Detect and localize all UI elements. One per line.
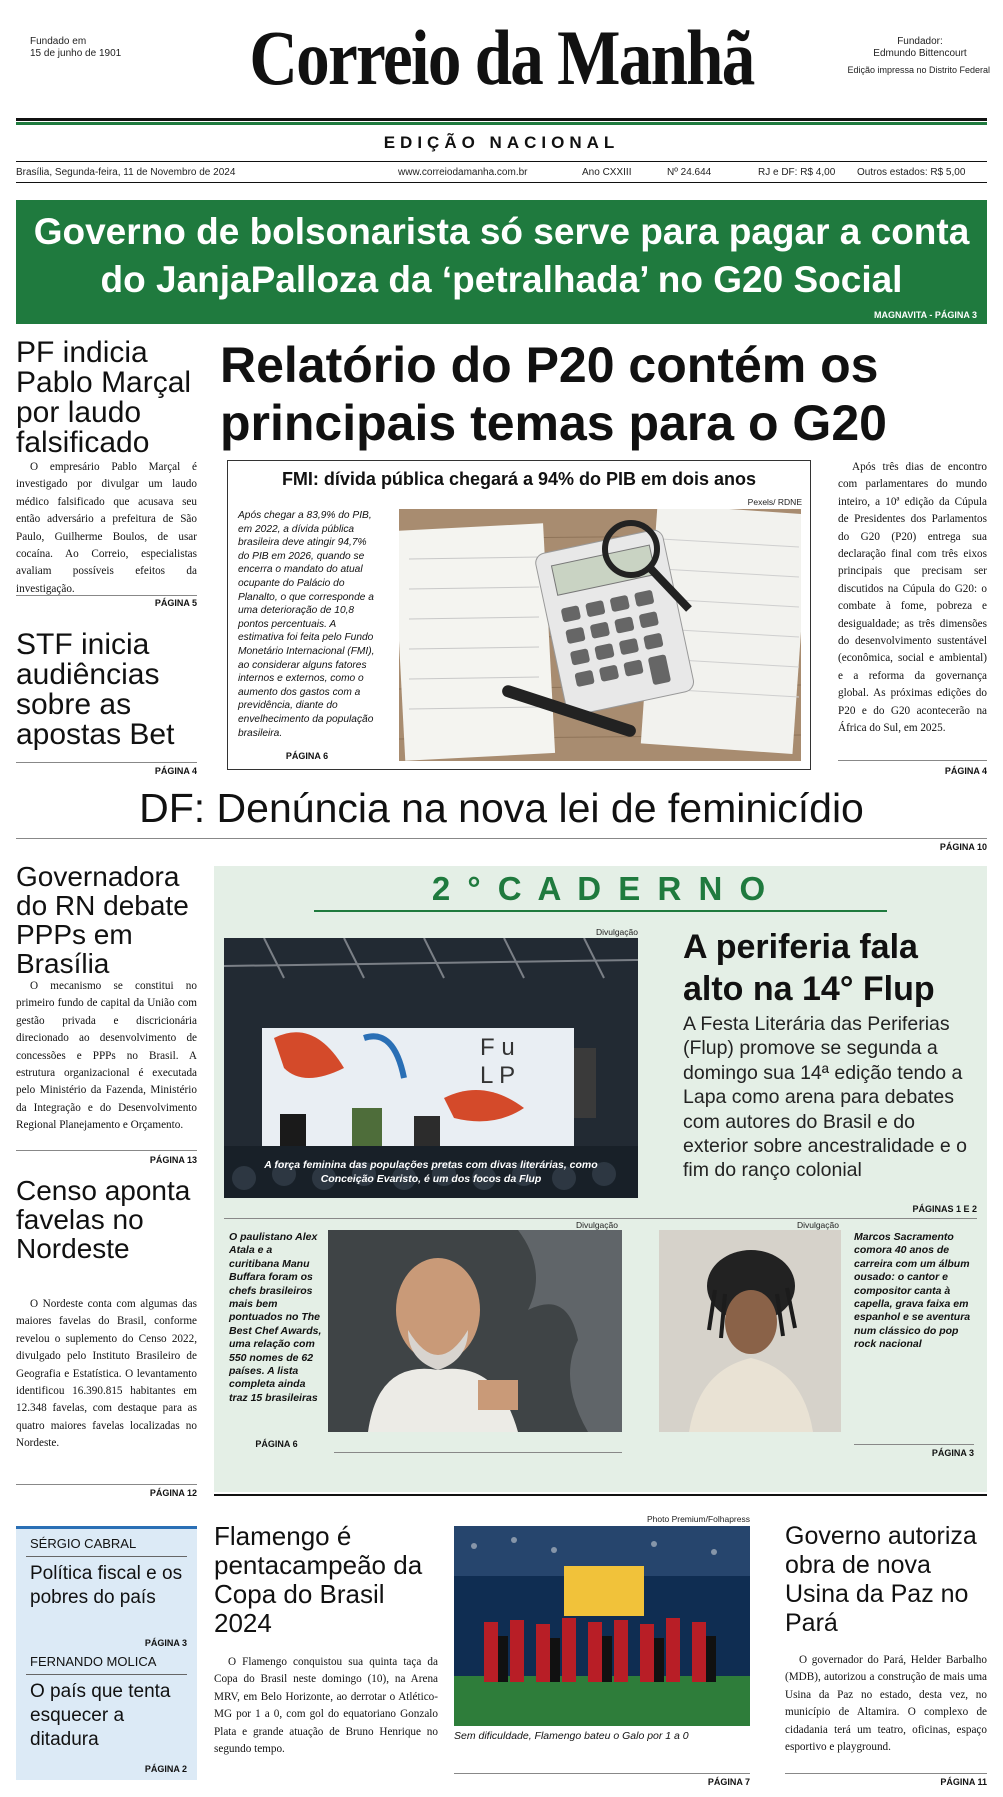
caderno-bottom-rule — [214, 1494, 987, 1496]
flup-photo — [224, 938, 638, 1198]
column-author-1: SÉRGIO CABRAL — [30, 1536, 137, 1551]
edition-rule — [16, 161, 987, 162]
divider — [454, 1773, 750, 1774]
caderno-label: 2 ° C A D E R N O — [431, 870, 770, 907]
stf-page: PÁGINA 4 — [154, 766, 197, 776]
columns-rule — [16, 1526, 197, 1529]
rn-body: O mecanismo se constitui no primeiro fundo de capital da União com gestão privada e discricionária direcionado ao desenvolvimento de concessões e PPPs no Brasil. A estrutura organizacional é executada pelo Ministério da Fazenda, Ministério da Integração e do Desenvolvimento Regional Planejamento e Orçamento. — [16, 980, 197, 1132]
marcal-headline[interactable]: PF indicia Pablo Marçal por laudo falsificado — [16, 336, 192, 459]
issue-number: Nº 24.644 — [667, 167, 712, 178]
para-body: O governador do Pará, Helder Barbalho (MDB), autorizou a construção de mais uma Usina da Paz no estado, desta vez, no município de Altamira. O complexo de cidadania terá um teatro, oficinas, espaço esportivo e playground. — [785, 1654, 987, 1754]
column-author-2: FERNANDO MOLICA — [30, 1654, 157, 1669]
df-page: PÁGINA 10 — [939, 842, 987, 852]
flamengo-credit: Photo Premium/Folhapress — [647, 1514, 750, 1524]
year-label: Ano CXXIII — [582, 167, 632, 178]
banner-headline[interactable]: Governo de bolsonarista só serve para pagar a conta do JanjaPalloza da ‘petralhada’ no G20 Social — [33, 211, 970, 300]
divider — [26, 1674, 187, 1675]
df-headline[interactable]: DF: Denúncia na nova lei de feminicídio — [139, 785, 864, 831]
price-df: RJ e DF: R$ 4,00 — [758, 167, 836, 178]
column-title-1[interactable]: Política fiscal e os pobres do país — [30, 1563, 183, 1608]
marcal-page: PÁGINA 5 — [154, 598, 197, 608]
price-other: Outros estados: R$ 5,00 — [857, 167, 966, 178]
divider — [334, 1452, 622, 1453]
marcal-body: O empresário Pablo Marçal é investigado por divulgar um laudo médico falsificado que acusava seu então adversário a prefeitura de São Paulo, Guilherme Boulos, de usar cocaína. Ao Correio, especialistas avaliam possíveis efeitos da investigação. — [16, 461, 197, 595]
edition-label: EDIÇÃO NACIONAL — [383, 133, 620, 152]
column-page-2: PÁGINA 2 — [144, 1764, 187, 1774]
fmi-title[interactable]: FMI: dívida pública chegará a 94% do PIB em dois anos — [281, 469, 757, 489]
censo-body: O Nordeste conta com algumas das maiores favelas do Brasil, conforme revelou o suplemento do Censo 2022, divulgado pelo Instituto Brasileiro de Geografia e Estatística. O levantamento identificou 16.390.815 habitantes em 12.348 favelas, com destaque para as quatro maiores favelas localizadas no Nordeste. — [16, 1298, 197, 1450]
main-headline[interactable]: Relatório do P20 contém os principais temas para o G20 — [220, 337, 887, 451]
flamengo-body: O Flamengo conquistou sua quinta taça da Copa do Brasil neste domingo (10), na Arena MRV, em Belo Horizonte, ao derrotar o Atlético-MG por 1 a 0, com gol do equatoriano Gonzalo Plata e grande atuação de Bruno Henrique no segundo tempo. — [214, 1656, 438, 1756]
fmi-page: PÁGINA 6 — [285, 751, 329, 761]
flup-page: PÁGINAS 1 E 2 — [912, 1204, 977, 1214]
p20-page: PÁGINA 4 — [944, 766, 987, 776]
banner-page-ref: MAGNAVITA - PÁGINA 3 — [874, 310, 977, 320]
flamengo-headline[interactable]: Flamengo é pentacampeão da Copa do Brasil 2024 — [214, 1521, 423, 1638]
marcos-photo-art — [659, 1230, 841, 1432]
divider — [16, 762, 197, 763]
divider — [16, 595, 197, 596]
calculator-photo — [399, 509, 801, 761]
rn-page: PÁGINA 13 — [149, 1155, 197, 1165]
caderno-rule — [314, 910, 887, 912]
fmi-box[interactable] — [227, 460, 811, 770]
flup-dek: A Festa Literária das Periferias (Flup) promove se segunda a domingo sua 14ª edição tendo a Lapa como arena para debates com autores do Brasil e do exterior sobre ancestralidade e o fim do ranço colonial — [683, 1013, 967, 1182]
calculator-photo-art — [399, 509, 801, 761]
masthead-title[interactable]: Correio da Manhã — [249, 14, 754, 101]
marcos-credit: Divulgação — [796, 1220, 839, 1230]
flamengo-page: PÁGINA 7 — [707, 1777, 750, 1787]
marcos-text: Marcos Sacramento comora 40 anos de carreira com um álbum ousado: o cantor e compositor canta à capella, grava faixa em espanhol e se aventura num clássico do pop rock nacional — [854, 1231, 971, 1351]
column-page-1: PÁGINA 3 — [144, 1638, 187, 1648]
flup-screen-logo: F u L P — [480, 1034, 516, 1089]
divider — [26, 1556, 187, 1557]
para-page: PÁGINA 11 — [940, 1777, 987, 1787]
stf-headline[interactable]: STF inicia audiências sobre as apostas Bet — [16, 628, 175, 751]
chef-photo — [328, 1230, 622, 1432]
banner-box[interactable] — [16, 200, 987, 324]
divider — [16, 1484, 197, 1485]
p20-body: Após três dias de encontro com parlamentares do mundo inteiro, a 10ª edição da Cúpula de Presidentes dos Parlamentos do G20 (P20) entrega sua declaração final com três eixos principais que precisam ser discutidos na Cúpula do G20: o combate à fome, pobreza e desigualdade; as três dimensões do desenvolvimento sustentável (econômica, social e ambiental) e a reforma da governança global. As próximas edições do P20 e do G20 acontecerão na África do Sul, em 2025. — [838, 461, 987, 735]
divider — [16, 1150, 197, 1151]
top-green-rule — [16, 122, 987, 125]
chef-photo-art — [328, 1230, 622, 1432]
edition-note: Edição impressa no Distrito Federal — [847, 65, 990, 75]
flup-headline[interactable]: A periferia fala alto na 14° Flup — [683, 928, 935, 1008]
marcos-photo — [659, 1230, 841, 1432]
chef-page: PÁGINA 6 — [255, 1439, 298, 1449]
column-title-2[interactable]: O país que tenta esquecer a ditadura — [30, 1681, 171, 1750]
rn-headline[interactable]: Governadora do RN debate PPPs em Brasília — [16, 861, 189, 979]
censo-page: PÁGINA 12 — [149, 1488, 197, 1498]
divider — [224, 1218, 977, 1219]
dateline-rule — [16, 182, 987, 183]
founder-note: Fundador: Edmundo Bittencourt — [873, 36, 967, 59]
divider — [16, 838, 987, 839]
censo-headline[interactable]: Censo aponta favelas no Nordeste — [16, 1175, 191, 1264]
flamengo-photo — [454, 1526, 750, 1726]
fmi-photo-credit: Pexels/ RDNE — [747, 497, 802, 507]
chef-text: O paulistano Alex Atala e a curitibana Manu Buffara foram os chefs brasileiros mais bem pontuados no The Best Chef Awards, uma relação com 550 nomes de 62 países. A lista completa ainda traz 15 brasileiras — [229, 1231, 322, 1404]
flup-photo-credit: Divulgação — [595, 927, 638, 937]
divider — [785, 1773, 987, 1774]
chef-credit: Divulgação — [575, 1220, 618, 1230]
fmi-box-text: Após chegar a 83,9% do PIB, em 2022, a dívida pública brasileira deve atingir 94,7% do PIB em 2026, quando se encerra o mandato do atual ocupante do Palácio do Planalto, o que corresponde a uma deterioração de 10,8 pontos percentuais. A estimativa foi feita pelo Fundo Monetário Internacional (FMI), ao considerar alguns fatores internos e externos, como o aumento dos gastos com a previdência, diante do envelhecimento da população brasileira. — [238, 510, 375, 739]
flamengo-caption: Sem dificuldade, Flamengo bateu o Galo por 1 a 0 — [454, 1730, 689, 1742]
dateline: Brasília, Segunda-feira, 11 de Novembro de 2024 — [16, 167, 236, 178]
founded-note: Fundado em 15 de junho de 1901 — [30, 36, 122, 59]
website-link[interactable]: www.correiodamanha.com.br — [398, 167, 528, 178]
para-headline[interactable]: Governo autoriza obra de nova Usina da Paz no Pará — [785, 1522, 977, 1637]
flup-caption: A força feminina das populações pretas com divas literárias, como Conceição Evaristo, é um dos focos da Flup — [264, 1159, 598, 1185]
top-rule — [16, 118, 987, 121]
divider — [838, 760, 987, 761]
flamengo-photo-art — [454, 1526, 750, 1726]
columns-box — [16, 1526, 197, 1780]
caderno-section — [214, 866, 987, 1492]
divider — [854, 1444, 974, 1445]
marcos-page: PÁGINA 3 — [931, 1448, 974, 1458]
